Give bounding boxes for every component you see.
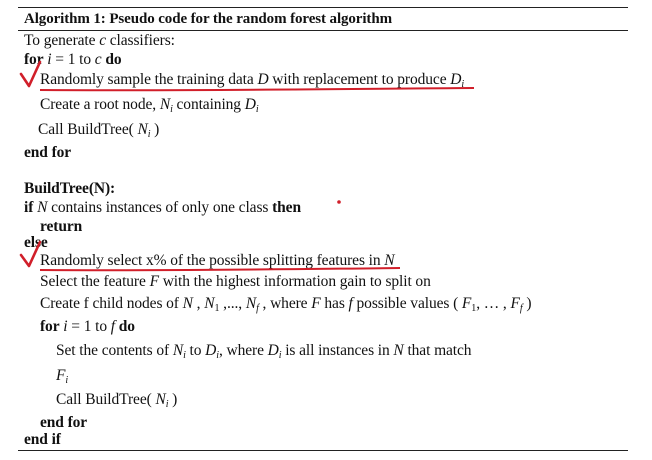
text: is all instances in <box>281 342 394 359</box>
code-line-2 <box>24 51 121 69</box>
text: Call BuildTree( <box>38 121 138 138</box>
code-line-14 <box>40 318 135 336</box>
subscript: f <box>519 303 523 314</box>
subscript: i <box>216 350 219 361</box>
subscript: i <box>170 104 173 115</box>
code-line-7 <box>24 180 115 198</box>
keyword-if: if <box>24 199 34 216</box>
var-n: N <box>384 252 395 269</box>
text: has <box>320 295 349 312</box>
var-n: N <box>155 391 166 408</box>
keyword-then: then <box>272 199 301 216</box>
text: Set the contents of <box>56 342 173 359</box>
text: Create f child nodes of <box>40 295 183 312</box>
subscript: i <box>255 104 259 115</box>
text: = 1 to <box>51 51 95 68</box>
text: , where <box>218 342 268 359</box>
text: classifiers: <box>105 32 175 49</box>
var-n: N <box>204 295 215 312</box>
text: Create a root node, <box>40 96 160 113</box>
code-line-19 <box>24 431 61 449</box>
keyword-do: do <box>118 318 135 335</box>
text: with replacement to produce <box>268 71 451 88</box>
var-d: D <box>205 342 217 359</box>
var-d: D <box>267 342 279 359</box>
var-n: N <box>172 342 184 359</box>
text: , <box>192 295 205 312</box>
code-line-11 <box>40 252 395 270</box>
keyword-end-for: end for <box>40 414 88 431</box>
keyword-for: for <box>40 318 60 335</box>
code-line-13 <box>40 295 531 313</box>
code-line-6 <box>24 144 71 162</box>
subscript: f <box>256 303 259 314</box>
text: to <box>185 342 206 359</box>
var-c: c <box>99 32 106 49</box>
text: = 1 to <box>67 318 111 335</box>
bottom-rule <box>18 450 628 451</box>
var-f: F <box>56 367 66 384</box>
text: Select the feature <box>40 273 150 290</box>
text: containing <box>172 96 245 113</box>
text: Call BuildTree( <box>56 391 156 408</box>
subscript: 1 <box>214 303 220 314</box>
var-n: N <box>37 199 48 216</box>
code-line-16 <box>56 367 68 385</box>
keyword-end-if: end if <box>24 431 61 448</box>
subscript: i <box>147 129 151 140</box>
text: ) <box>522 295 532 312</box>
buildtree-header: BuildTree(N): <box>24 180 116 197</box>
code-line-15 <box>56 342 471 360</box>
var-d: D <box>244 96 256 113</box>
text: Randomly select x% of the possible splitting features in <box>40 252 385 269</box>
keyword-for: for <box>24 51 44 68</box>
text: ) <box>150 121 160 138</box>
text: , where <box>258 295 312 312</box>
var-n: N <box>393 342 404 359</box>
subscript: i <box>278 350 282 361</box>
var-i: i <box>47 51 52 68</box>
var-i: i <box>63 318 68 335</box>
code-line-5 <box>38 121 159 139</box>
keyword-else: else <box>24 234 48 251</box>
var-n: N <box>245 295 257 312</box>
var-c: c <box>94 51 102 68</box>
subscript: i <box>65 375 69 386</box>
text: ,..., <box>219 295 246 312</box>
title-rule <box>18 30 628 31</box>
algorithm-title-text: Algorithm 1: Pseudo code for the random forest algorithm <box>24 11 392 27</box>
code-line-1 <box>24 32 175 50</box>
var-f: F <box>149 273 159 290</box>
var-d: D <box>257 71 269 88</box>
code-line-12 <box>40 273 431 291</box>
code-line-4 <box>40 96 259 114</box>
code-line-10 <box>24 234 48 252</box>
text: contains instances of only one class <box>47 199 273 216</box>
subscript: i <box>165 399 169 410</box>
keyword-end-for: end for <box>24 144 72 161</box>
text: possible values ( <box>352 295 462 312</box>
code-line-8 <box>24 199 301 217</box>
text: To generate <box>24 32 100 49</box>
code-line-18 <box>40 414 87 432</box>
var-f-lower: f <box>348 295 353 312</box>
text: Randomly sample the training data <box>40 71 258 88</box>
top-rule <box>18 7 628 8</box>
text: that match <box>403 342 472 359</box>
red-dot <box>337 200 341 204</box>
var-n: N <box>159 96 171 113</box>
var-f-lower: f <box>110 318 115 335</box>
code-line-3 <box>40 71 464 89</box>
var-f: F <box>461 295 472 312</box>
keyword-return: return <box>40 218 83 235</box>
text: ) <box>168 391 178 408</box>
var-d-i: D <box>450 71 462 88</box>
text: with the highest information gain to split on <box>158 273 431 290</box>
text: , … , <box>476 295 511 312</box>
subscript: i <box>461 79 465 90</box>
algorithm-title <box>24 10 392 28</box>
var-n: N <box>137 121 148 138</box>
var-f: F <box>510 295 520 312</box>
subscript: i <box>183 350 186 361</box>
keyword-do: do <box>105 51 122 68</box>
code-line-17 <box>56 391 177 409</box>
var-n: N <box>182 295 193 312</box>
subscript: 1 <box>471 303 477 314</box>
var-f: F <box>311 295 321 312</box>
